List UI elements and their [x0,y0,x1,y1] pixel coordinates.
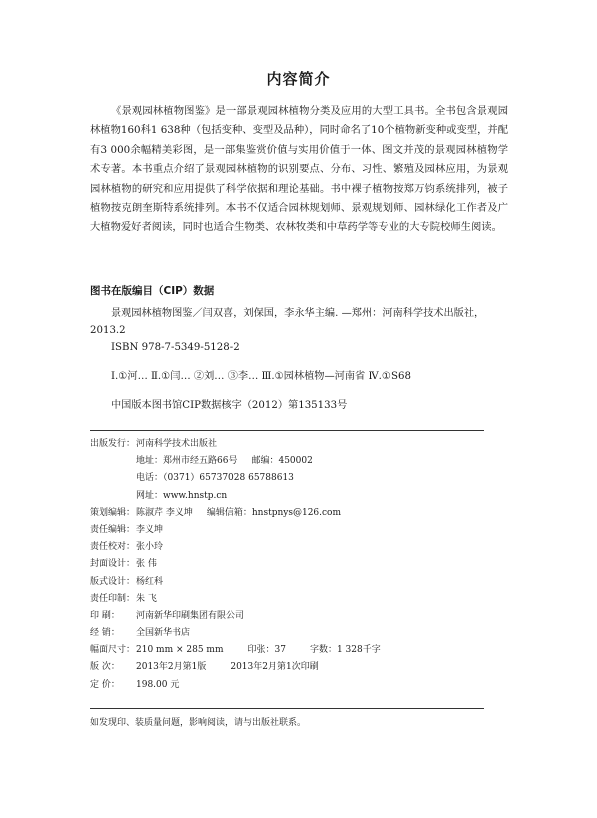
summary-body: 《景观园林植物图鉴》是一部景观园林植物分类及应用的大型工具书。全书包含景观园林植物160科1 638种（包括变种、变型及品种），同时命名了10个植物新变种或变型，并配有3 000余幅精美彩图，是一部集鉴赏价值与实用价值于一体、图文并茂的景观园林植物学术专著。本书重点介绍了景观园林植物的识别要点、分布、习性、繁殖及园林应用，为景观园林植物的研究和应用提供了科学依据和理论基础。书中裸子植物按郑万钧系统排列，被子植物按克朗奎斯特系统排列。本书不仅适合园林规划师、景观规划师、园林绿化工作者及广大植物爱好者阅读，同时也适合生物类、农林牧类和中草药学等专业的大专院校师生阅读。 [90,105,508,234]
cip-record-number: 中国版本图书馆CIP数据核字（2012）第135133号 [111,400,348,411]
cover-design-value: 张 伟 [136,559,157,570]
edition-label: 版 次： [90,662,120,673]
planning-editor-row [90,505,381,522]
sheets-label: 印张： [247,645,275,656]
address-label: 地址： [136,456,164,467]
words-label: 字数： [309,645,337,656]
postcode-value: 450002 [278,456,313,467]
phone-value: （0371）65737028 65788613 [163,473,294,484]
postcode-label: 邮编： [251,456,279,467]
print-supervisor-label: 责任印制： [90,593,136,604]
website-row [90,488,381,505]
distributor-row [90,625,381,642]
layout-design-row [90,574,381,591]
price-row [90,677,381,694]
responsible-editor-label: 责任编辑： [90,524,136,535]
publisher-label: 出版发行： [90,439,136,449]
address-value: 郑州市经五路66号 [163,456,238,467]
address-row [90,453,381,470]
proofreader-value: 张小玲 [136,542,164,553]
email-value: hnstpnys@126.com [251,507,342,518]
phone-row [90,470,381,487]
printer-label: 印 刷： [90,610,120,621]
words-value: 1 328千字 [336,645,381,656]
cip-heading: 图书在版编目（CIP）数据 [90,285,215,297]
cip-block [90,305,508,414]
size-value: 210 mm × 285 mm [136,645,224,656]
website-value: www.hnstp.cn [163,490,228,501]
printing-value: 2013年2月第1次印刷 [230,662,319,673]
responsible-editor-row [90,522,381,539]
responsible-editor-value: 李义坤 [136,524,164,535]
price-value: 198.00 元 [136,679,180,690]
cover-design-label: 封面设计： [90,559,136,570]
publisher-row [90,436,381,453]
planning-editor-label: 策划编辑： [90,507,136,518]
edition-value: 2013年2月第1版 [136,662,207,673]
cover-design-row [90,556,381,573]
distributor-value: 全国新华书店 [136,628,191,639]
bottom-divider [90,708,484,709]
proofreader-row [90,539,381,556]
printer-value: 河南新华印刷集团有限公司 [136,610,245,621]
distributor-label: 经 销： [90,628,120,639]
print-supervisor-value: 朱 飞 [136,593,157,604]
size-row [90,642,381,659]
top-divider [90,430,484,431]
layout-design-label: 版式设计： [90,576,136,587]
email-label: 编辑信箱： [206,507,252,518]
printer-row [90,608,381,625]
summary-title: 内容简介 [266,70,331,88]
proofreader-label: 责任校对： [90,542,136,553]
cip-subjects: Ⅰ.①河… Ⅱ.①闫… ②刘… ③李… Ⅲ.①园林植物—河南省 Ⅳ.①S68 [111,371,411,382]
website-label: 网址： [136,490,164,501]
quality-notice: 如发现印、装质量问题，影响阅读，请与出版社联系。 [90,718,307,728]
print-supervisor-row [90,591,381,608]
size-label: 幅面尺寸： [90,645,136,656]
sheets-value: 37 [274,645,286,656]
publisher-value: 河南科学技术出版社 [136,439,218,449]
price-label: 定 价： [90,679,120,690]
planning-editor-value: 陈淑芹 李义坤 [136,507,193,518]
cip-description: 景观园林植物图鉴／闫双喜，刘保国，李永华主编. —郑州：河南科学技术出版社，2013.2 [90,308,485,336]
imprint-block [90,436,381,694]
edition-row [90,659,381,676]
layout-design-value: 杨红科 [136,576,164,587]
phone-label: 电话： [136,473,164,484]
cip-isbn: ISBN 978-7-5349-5128-2 [111,342,240,353]
